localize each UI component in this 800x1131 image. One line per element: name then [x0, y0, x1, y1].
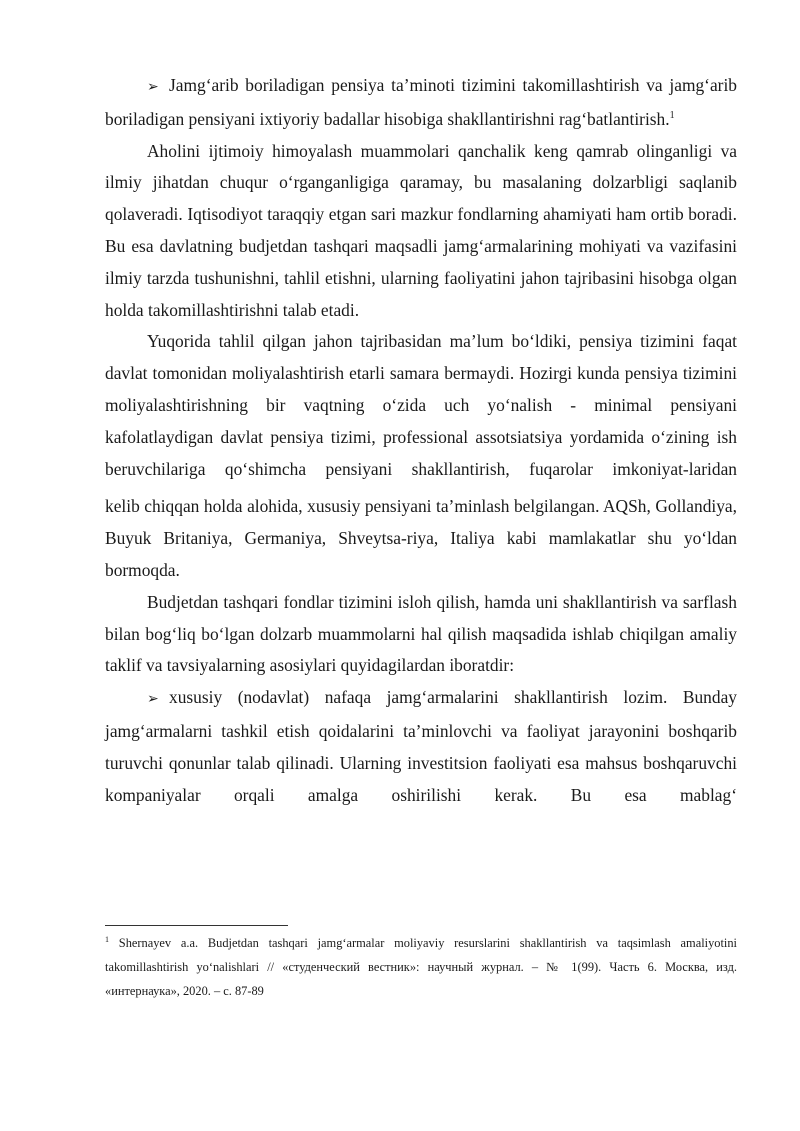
footnote-text: Shernayev a.a. Budjetdan tashqari jamg‘armalar moliyaviy resurslarini shakllantirish va taqsimlash amaliyotini takomillashtirish yo‘nalishlari // «студенческий вестник»: научный журнал. – № 1(99). Часть 6. Москва, изд. «интернаука», 2020. – с. 87-89	[105, 936, 737, 998]
footnote-reference[interactable]: 1	[669, 109, 675, 121]
paragraph-text: Jamg‘arib boriladigan pensiya ta’minoti tizimini takomillashtirish va jamg‘arib boriladigan pensiyani ixtiyoriy badallar hisobiga shakllantirishni rag‘batlantirish.	[105, 75, 737, 129]
paragraph-private-pension: kelib chiqqan holda alohida, xususiy pensiyani ta’minlash belgilangan. AQSh, Gollandiya, Buyuk Britaniya, Germaniya, Shveytsa-riya, Italiya kabi mamlakatlar shu yo‘ldan bormoqda.	[105, 496, 737, 580]
arrow-bullet-icon: ➢	[147, 79, 159, 95]
footnote-number: 1	[105, 935, 109, 944]
document-body	[105, 70, 737, 811]
footnote	[105, 931, 737, 1003]
arrow-bullet-icon: ➢	[147, 691, 159, 708]
footnote-separator	[105, 925, 288, 926]
paragraph-text: xususiy (nodavlat) nafaqa jamg‘armalarini shakllantirish lozim. Bunday jamg‘armalarni tashkil etish qoidalarini ta’minlovchi va faoliyat jarayonini boshqarib turuvchi qonunlar talab qilinadi. Ularning investitsion faoliyati esa mahsus boshqaruvchi kompaniyalar orqali amalga oshirilishi kerak. Bu esa mablag‘	[105, 687, 737, 805]
bullet-paragraph-private-funds	[105, 682, 737, 811]
paragraph-world-experience: Yuqorida tahlil qilgan jahon tajribasidan ma’lum bo‘ldiki, pensiya tizimini faqat davlat tomonidan moliyalashtirish etarli samara bermaydi. Hozirgi kunda pensiya tizimini moliyalashtirishning bir vaqtning o‘zida uch yo‘nalish - minimal pensiyani kafolatlaydigan davlat pensiya tizimi, professional assotsiatsiya yordamida o‘zining ish beruvchilariga qo‘shimcha pensiyani shakllantirish, fuqarolar imkoniyat-laridan	[105, 331, 737, 479]
paragraph-social-protection: Aholini ijtimoiy himoyalash muammolari qanchalik keng qamrab olinganligi va ilmiy jihatdan chuqur o‘rganganligiga qaramay, bu masalaning dolzarbligi saqlanib qolaveradi. Iqtisodiyot taraqqiy etgan sari mazkur fondlarning ahamiyati ham ortib boradi. Bu esa davlatning budjetdan tashqari maqsadli jamg‘armalarining mohiyati va vazifasini ilmiy tarzda tushunishni, tahlil etishni, ularning faoliyatini jahon tajribasini hisobga olgan holda takomillashtirishni talab etadi.	[105, 140, 737, 320]
bullet-paragraph-pension	[105, 70, 737, 136]
paragraph-reform-proposals: Budjetdan tashqari fondlar tizimini isloh qilish, hamda uni shakllantirish va sarflash bilan bog‘liq bo‘lgan dolzarb muammolarni hal qilish maqsadida ishlab chiqilgan amaliy taklif va tavsiyalarning asosiylari quyidagilardan iboratdir:	[105, 591, 737, 676]
